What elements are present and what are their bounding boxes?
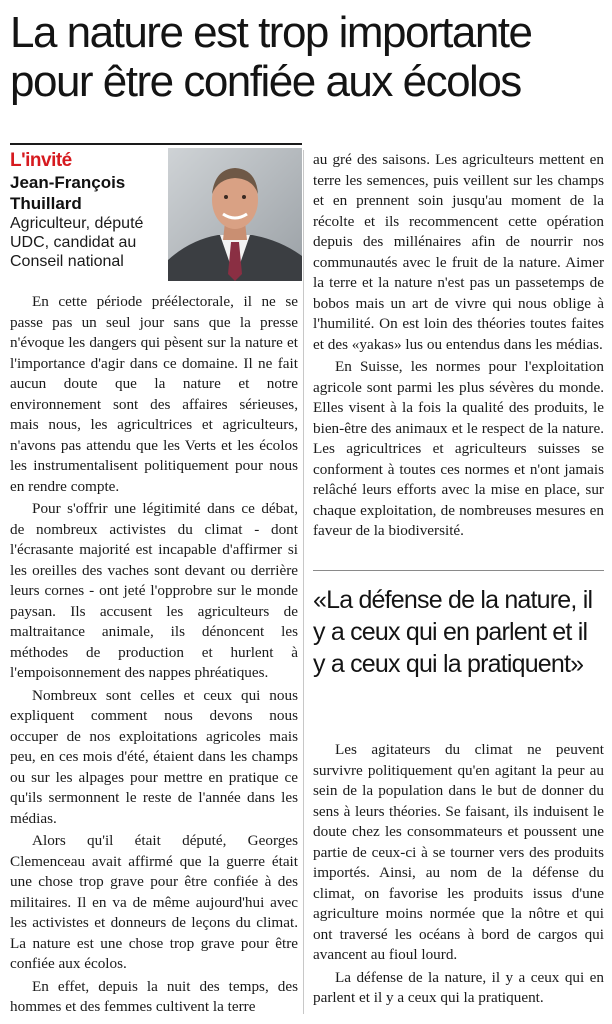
author-portrait xyxy=(168,148,302,281)
article-body-column-right-bottom xyxy=(313,740,604,1016)
article-paragraph: En effet, depuis la nuit des temps, des hommes et des femmes cultivent la terre xyxy=(10,977,298,1014)
author-role: Agriculteur, député UDC, candidat au Conseil national xyxy=(10,215,144,270)
article-body-column-right-top xyxy=(313,150,604,564)
article-paragraph: Pour s'offrir une légitimité dans ce débat, de nombreux activistes du climat - dont l'écrasante majorité est incapable d'affirmer si les oreilles des vaches sont devant ou derrière leurs cornes - ont jeté l'opprobre sur le monde paysan. Ils accusent les agriculteurs de maltraitance animale, ils dénoncent les méthodes de production et hurlent à l'empoisonnement des nappes phréatiques. xyxy=(10,500,298,681)
rubric-label: L'invité xyxy=(10,150,72,171)
pull-quote-rule xyxy=(313,570,604,571)
author-box-top-rule xyxy=(10,143,302,145)
article-paragraph: au gré des saisons. Les agriculteurs mettent en terre les semences, puis veillent sur les champs et en prennent soin jusqu'au moment de la récolte et ils recommencent cette opération depuis des millénaires afin de nourrir nos communautés avec le fruit de la nature. Aimer la terre et la nature n'est pas un passetemps de bobos mais un art de vivre qui nous oblige à l'humilité. On est loin des théories toutes faites et des «yakas» lus ou entendus dans les médias. xyxy=(313,151,604,353)
column-divider xyxy=(303,150,304,1014)
article-paragraph: En cette période préélectorale, il ne se passe pas un seul jour sans que la presse n'évoque les dangers qui pèsent sur la nature et l'importance d'agir dans ce domaine. Il ne fait aucun doute que la nature et notre environnement sont des affaires sérieuses, mais nous, les agricultrices et agriculteurs, n'avons pas attendu que les Verts et les écolos les instrumentalisent politiquement pour nous en rendre compte. xyxy=(10,293,298,495)
article-paragraph: Nombreux sont celles et ceux qui nous expliquent comment nous devons nous occuper de nos exploitations agricoles mais peu, en ces mois d'été, étaient dans les champs ou sur les alpages pour mettre en pratique ce qu'ils sermonnent le reste de l'année dans les médias. xyxy=(10,686,298,827)
article-body-column-left xyxy=(10,292,298,1014)
article-paragraph: En Suisse, les normes pour l'exploitation agricole sont parmi les plus sévères du monde. Elles visent à la fois la qualité des produits, le bien-être des animaux et le respect de la nature. Les agricultrices et agriculteurs suisses se conforment à toutes ces normes et n'ont jamais relâché leurs efforts avec la mise en place, sur chaque exploitation, de nombreuses mesures en faveur de la biodiversité. xyxy=(313,358,604,539)
article-paragraph: Alors qu'il était député, Georges Clemenceau avait affirmé que la guerre était une chose trop grave pour être confiée à des militaires. Il en va de même aujourd'hui avec les activistes et donneurs de leçons du climat. La nature est une chose trop grave pour être confiée aux écolos. xyxy=(10,832,298,972)
pull-quote: «La défense de la nature, il y a ceux qui en parlent et il y a ceux qui la pratiquent» xyxy=(313,586,593,678)
author-box xyxy=(10,150,170,271)
article-paragraph: La défense de la nature, il y a ceux qui en parlent et il y a ceux qui la pratiquent. xyxy=(313,968,604,1006)
article-paragraph: Les agitateurs du climat ne peuvent survivre politiquement qu'en agitant la peur au sein de la population dans le but de donner du sens à leurs théories. Se faisant, ils induisent le doute chez les consommateurs et poussent une partie de ceux-ci à se tourner vers des produits importés. Ainsi, au nom de la défense du climat, on favorise les produits issus d'une agriculture moins normée que la nôtre et qui ont traversé les océans à bord de cargos qui avancent au fioul lourd. xyxy=(313,741,604,963)
article-headline: La nature est trop importante pour être confiée aux écolos xyxy=(10,8,532,106)
author-name: Jean-François Thuillard xyxy=(10,173,126,213)
